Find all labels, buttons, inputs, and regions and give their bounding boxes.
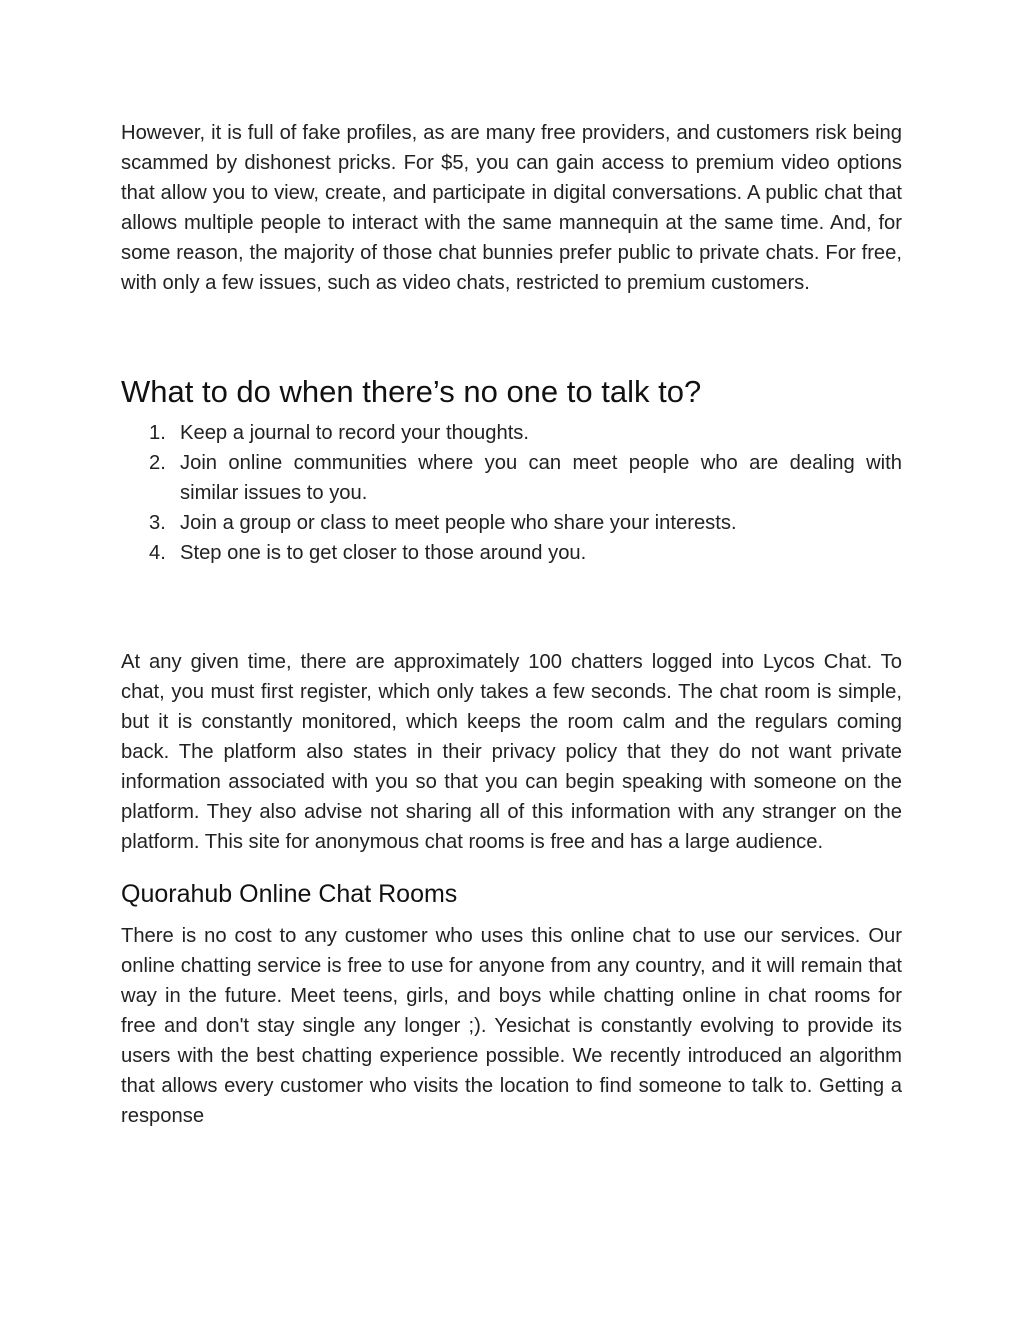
spacer [121, 298, 902, 372]
section-heading-quorahub: Quorahub Online Chat Rooms [121, 880, 458, 908]
list-item [121, 508, 902, 538]
list-item-text: Join a group or class to meet people who share your interests. [180, 512, 737, 534]
intro-paragraph: However, it is full of fake profiles, as are many free providers, and customers risk being scammed by dishonest pricks. For $5, you can gain access to premium video options that allow you to view, create, and participate in digital conversations. A public chat that allows multiple people to interact with the same mannequin at the same time. And, for some reason, the majority of those chat bunnies prefer public to private chats. For free, with only a few issues, such as video chats, restricted to premium customers. [121, 122, 902, 294]
list-item-text: Step one is to get closer to those around you. [180, 542, 587, 564]
list-item-number: 2. [149, 452, 166, 474]
list-item-text: Join online communities where you can meet people who are dealing with similar issues to you. [180, 452, 902, 504]
list-item-number: 3. [149, 512, 166, 534]
spacer [121, 857, 902, 877]
spacer [121, 911, 902, 921]
quorahub-paragraph: There is no cost to any customer who uses this online chat to use our services. Our online chatting service is free to use for anyone from any country, and it will remain that way in the future. Meet teens, girls, and boys while chatting online in chat rooms for free and don't stay single any longer ;). Yesichat is constantly evolving to provide its users with the best chatting experience possible. We recently introduced an algorithm that allows every customer who visits the location to find someone to talk to. Getting a response [121, 925, 902, 1127]
spacer [121, 568, 902, 647]
list-item [121, 448, 902, 508]
tips-list [121, 418, 902, 568]
list-item [121, 418, 902, 448]
list-item-text: Keep a journal to record your thoughts. [180, 422, 530, 444]
list-item-number: 4. [149, 542, 166, 564]
list-item [121, 538, 902, 568]
section-heading-no-one-to-talk-to: What to do when there’s no one to talk to? [121, 374, 702, 409]
list-item-number: 1. [149, 422, 166, 444]
lycos-chat-paragraph: At any given time, there are approximately 100 chatters logged into Lycos Chat. To chat, you must first register, which only takes a few seconds. The chat room is simple, but it is constantly monitored, which keeps the room calm and the regulars coming back. The platform also states in their privacy policy that they do not want private information associated with you so that you can begin speaking with someone on the platform. They also advise not sharing all of this information with any stranger on the platform. This site for anonymous chat rooms is free and has a large audience. [121, 651, 902, 853]
document-page [121, 118, 902, 1131]
